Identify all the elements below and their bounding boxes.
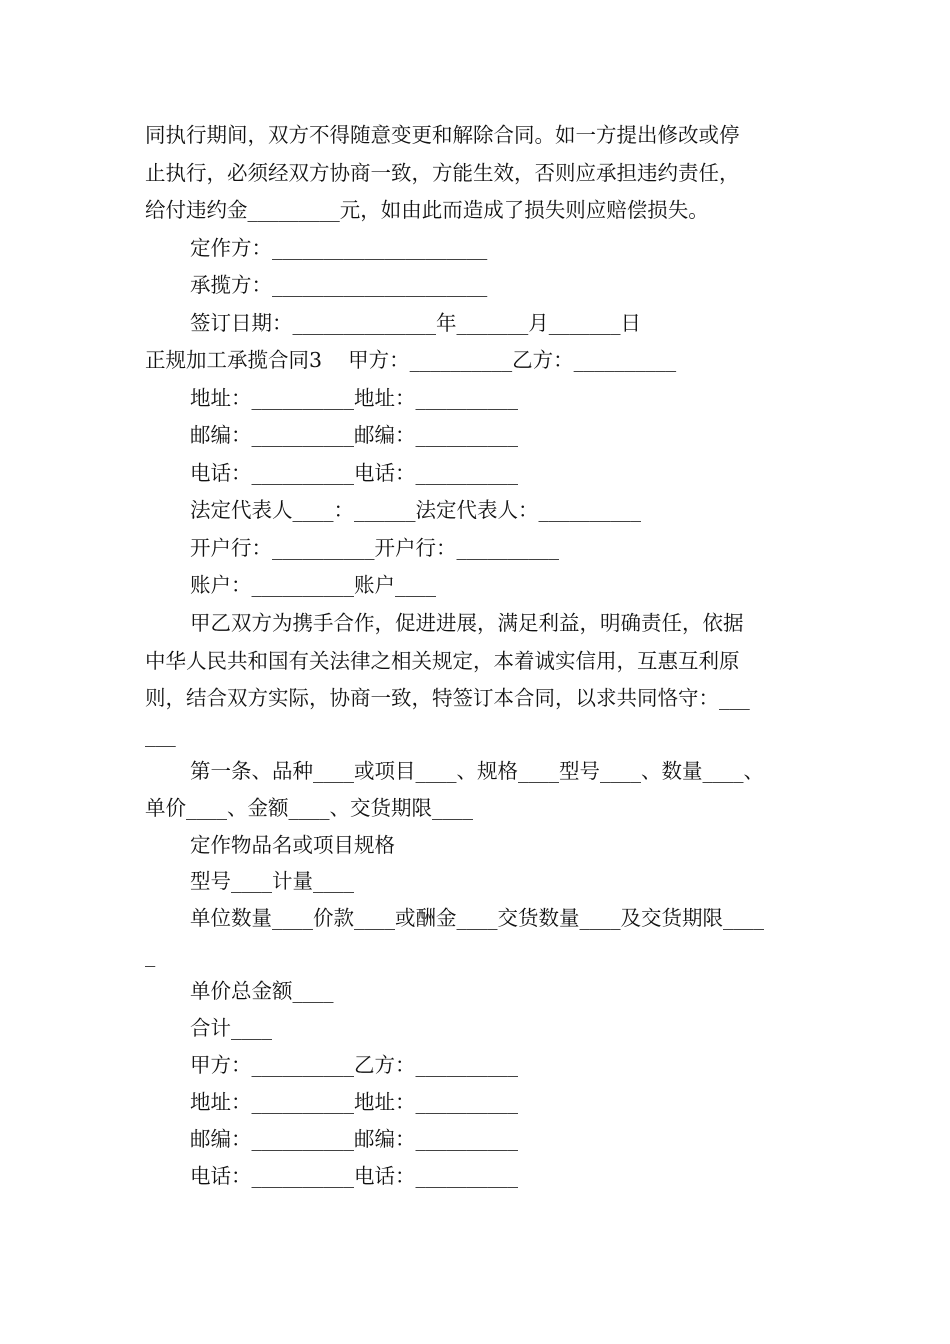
address-line: 地址：__________地址：__________ <box>190 1090 518 1114</box>
contract-title-line: 正规加工承揽合同3 甲方：__________乙方：__________ <box>145 348 677 372</box>
postcode-line: 邮编：__________邮编：__________ <box>190 1127 518 1151</box>
paragraph-line: 给付违约金_________元，如由此而造成了损失则应赔偿损失。 <box>145 198 709 222</box>
legal-rep-line: 法定代表人____：______法定代表人：__________ <box>190 498 641 522</box>
quantity-price-line: _ <box>145 943 156 967</box>
party-line: 甲方：__________乙方：__________ <box>190 1053 518 1077</box>
item-spec-line: 定作物品名或项目规格 <box>190 833 395 857</box>
signing-date-line: 签订日期：______________年_______月_______日 <box>190 311 641 335</box>
article-one-line: 第一条、品种____或项目____、规格____型号____、数量____、 <box>190 759 764 783</box>
paragraph-line: 止执行，必须经双方协商一致，方能生效，否则应承担违约责任， <box>145 161 740 185</box>
account-line: 账户：__________账户____ <box>190 573 436 597</box>
phone-line: 电话：__________电话：__________ <box>190 1164 518 1188</box>
paragraph-line: 甲乙双方为携手合作，促进进展，满足利益，明确责任，依据 <box>190 611 744 635</box>
postcode-line: 邮编：__________邮编：__________ <box>190 423 518 447</box>
quantity-price-line: 单位数量____价款____或酬金____交货数量____及交货期限____ <box>190 906 764 930</box>
paragraph-line: 则，结合双方实际，协商一致，特签订本合同，以求共同恪守：___ <box>145 686 750 710</box>
bank-line: 开户行：__________开户行：__________ <box>190 536 559 560</box>
phone-line: 电话：__________电话：__________ <box>190 461 518 485</box>
paragraph-line: 同执行期间，双方不得随意变更和解除合同。如一方提出修改或停 <box>145 123 740 147</box>
total-amount-line: 单价总金额____ <box>190 979 334 1003</box>
sum-line: 合计____ <box>190 1016 272 1040</box>
address-line: 地址：__________地址：__________ <box>190 386 518 410</box>
signature-line-chenglanfang: 承揽方：_____________________ <box>190 273 488 297</box>
signature-line-dingzuofang: 定作方：_____________________ <box>190 236 488 260</box>
model-unit-line: 型号____计量____ <box>190 869 354 893</box>
article-one-line: 单价____、金额____、交货期限____ <box>145 796 473 820</box>
paragraph-line: ___ <box>145 723 176 747</box>
paragraph-line: 中华人民共和国有关法律之相关规定，本着诚实信用，互惠互利原 <box>145 649 740 673</box>
